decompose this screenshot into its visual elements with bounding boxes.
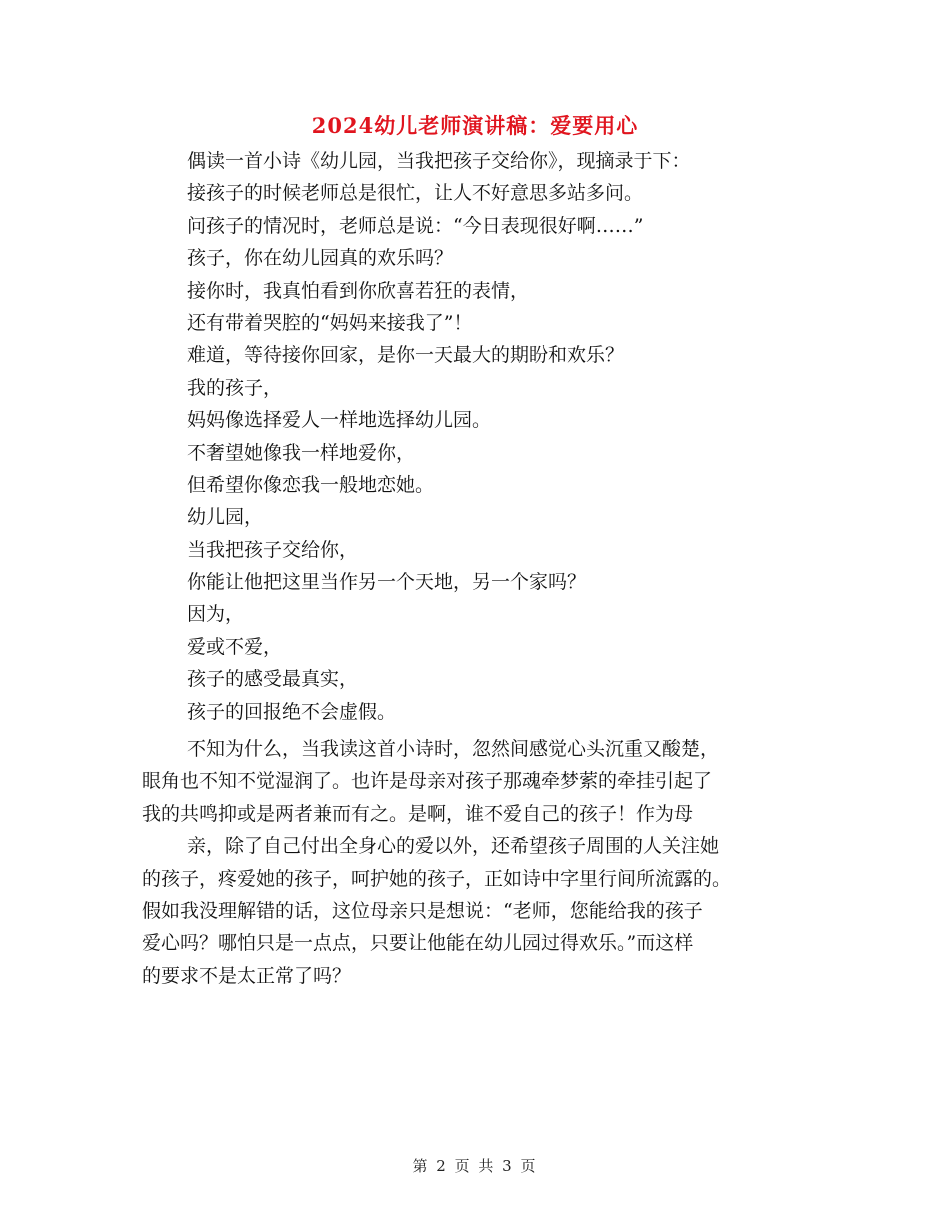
prose-line: 不知为什么，当我读这首小诗时，忽然间感觉心头沉重又酸楚， bbox=[187, 738, 720, 760]
prose-line: 的孩子，疼爱她的孩子，呵护她的孩子，正如诗中字里行间所流露的。 bbox=[142, 867, 732, 890]
poem-line: 孩子，你在幼儿园真的欢乐吗？ bbox=[187, 247, 454, 270]
page-footer: 第 2 页 共 3 页 bbox=[412, 1157, 538, 1175]
poem-line: 你能让他把这里当作另一个天地，另一个家吗？ bbox=[187, 571, 587, 594]
prose-line: 亲，除了自己付出全身心的爱以外，还希望孩子周围的人关注她 bbox=[187, 835, 720, 858]
prose-line: 爱心吗？哪怕只是一点点，只要让他能在幼儿园过得欢乐。”而这样 bbox=[142, 932, 694, 955]
poem-line: 但希望你像恋我一般地恋她。 bbox=[187, 473, 435, 496]
poem-line: 我的孩子， bbox=[187, 376, 283, 399]
poem-line: 因为， bbox=[187, 603, 245, 626]
document-title: 2024幼儿老师演讲稿：爱要用心 bbox=[311, 113, 639, 138]
poem-block bbox=[187, 145, 887, 728]
prose-line: 假如我没理解错的话，这位母亲只是想说：“老师，您能给我的孩子 bbox=[142, 899, 703, 922]
prose-line: 我的共鸣抑或是两者兼而有之。是啊，谁不爱自己的孩子！作为母 bbox=[142, 802, 694, 825]
poem-line: 不奢望她像我一样地爱你， bbox=[187, 441, 416, 464]
prose-line: 眼角也不知不觉湿润了。也许是母亲对孩子那魂牵梦萦的牵挂引起了 bbox=[142, 770, 713, 793]
poem-line: 幼儿园， bbox=[187, 506, 264, 529]
poem-line: 偶读一首小诗《幼儿园，当我把孩子交给你》，现摘录于下： bbox=[187, 150, 691, 172]
poem-line: 接孩子的时候老师总是很忙，让人不好意思多站多问。 bbox=[187, 182, 644, 205]
prose-paragraph bbox=[142, 733, 822, 992]
poem-line: 妈妈像选择爱人一样地选择幼儿园。 bbox=[187, 409, 492, 432]
poem-line: 孩子的回报绝不会虚假。 bbox=[187, 700, 397, 723]
poem-line: 难道，等待接你回家，是你一天最大的期盼和欢乐？ bbox=[187, 344, 625, 367]
poem-line: 接你时，我真怕看到你欣喜若狂的表情， bbox=[187, 279, 530, 302]
poem-line: 当我把孩子交给你， bbox=[187, 538, 359, 561]
poem-line: 还有带着哭腔的“妈妈来接我了”！ bbox=[187, 311, 473, 334]
poem-line: 爱或不爱， bbox=[187, 635, 283, 658]
poem-line: 问孩子的情况时，老师总是说：“今日表现很好啊……” bbox=[187, 214, 644, 237]
prose-line: 的要求不是太正常了吗？ bbox=[142, 964, 352, 987]
poem-line: 孩子的感受最真实， bbox=[187, 668, 359, 691]
